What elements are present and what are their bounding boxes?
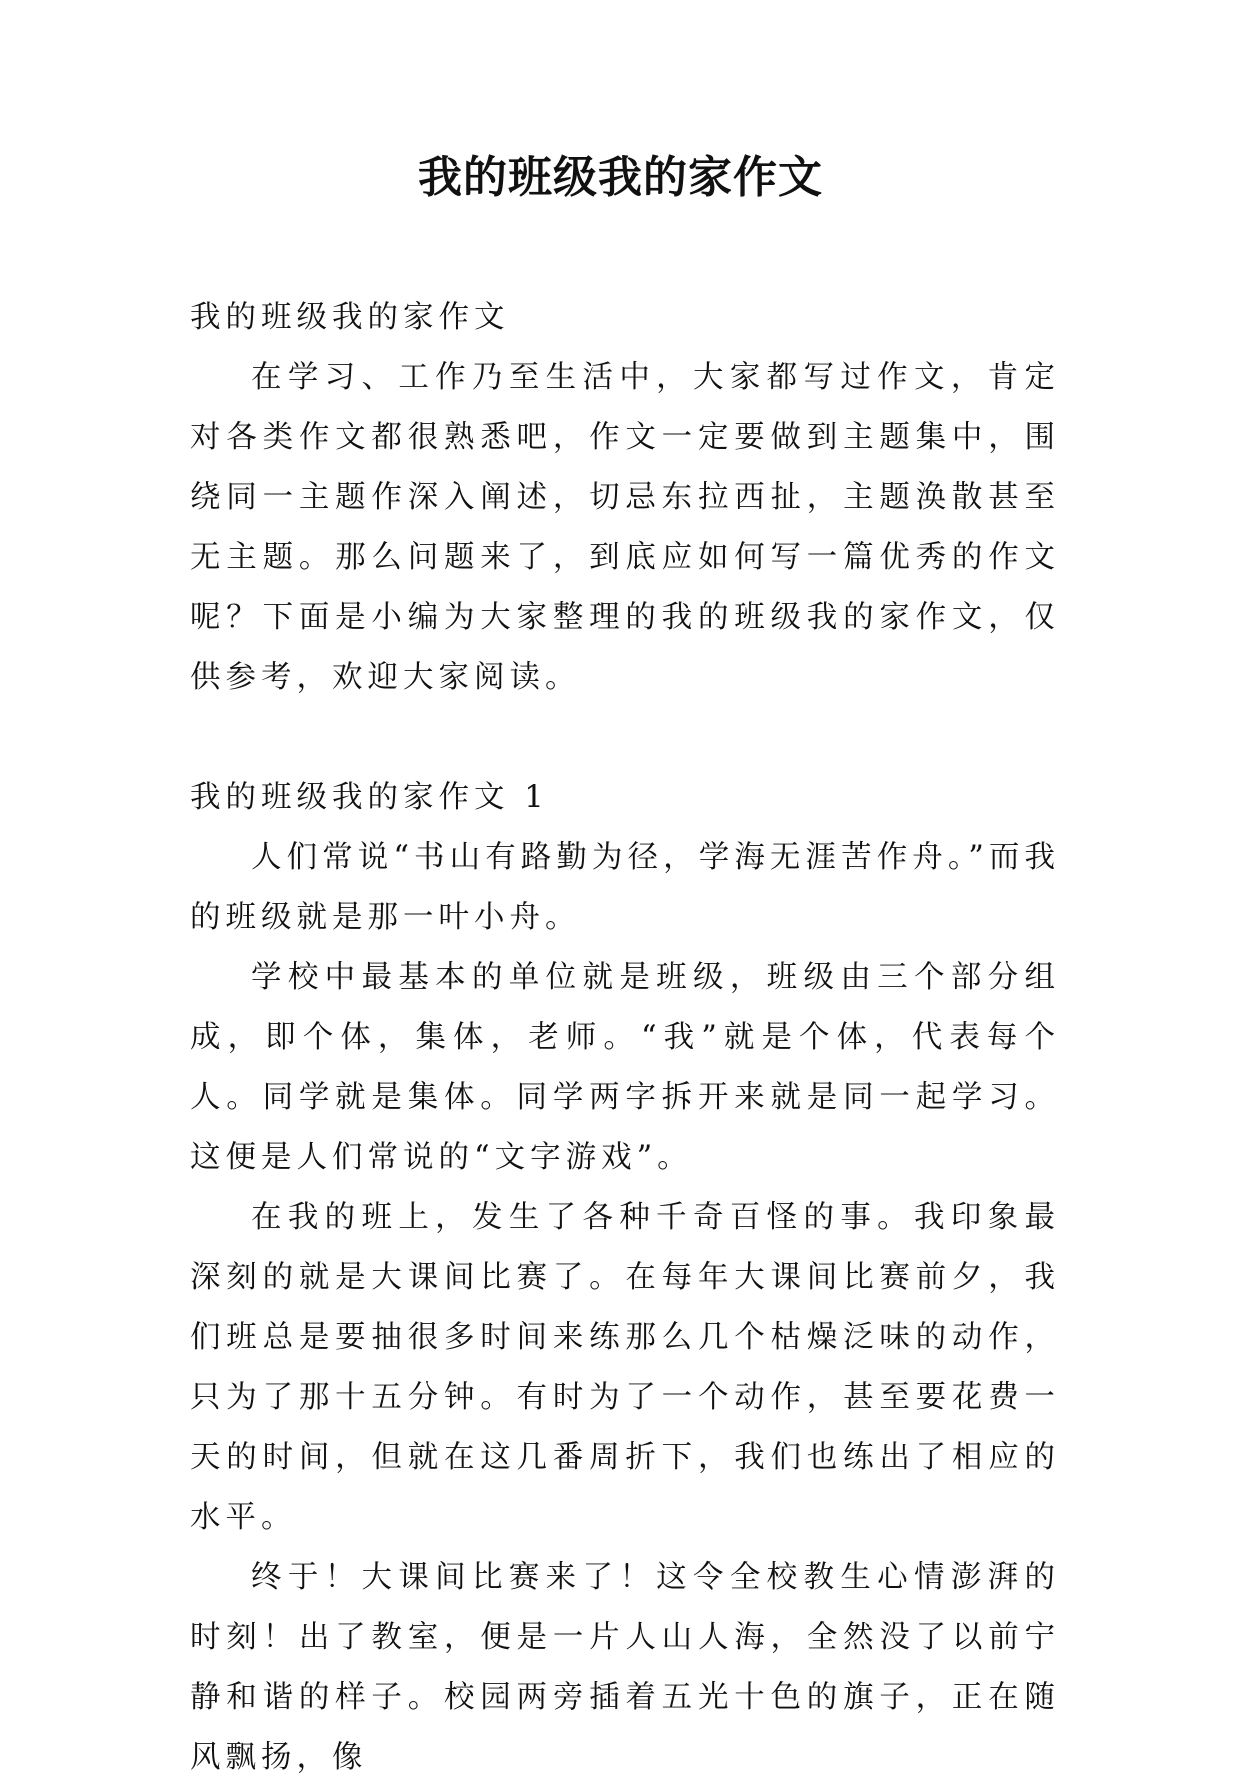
essay-paragraph: 人们常说“书山有路勤为径，学海无涯苦作舟。”而我的班级就是那一叶小舟。: [190, 840, 1060, 935]
intro-heading: 我的班级我的家作文: [190, 300, 510, 335]
essay-paragraph: 学校中最基本的单位就是班级，班级由三个部分组成，即个体，集体，老师。“我”就是个体，代表每个人。同学就是集体。同学两字拆开来就是同一起学习。这便是人们常说的“文字游戏”。: [190, 960, 1060, 1175]
essay-paragraph: 终于！大课间比赛来了！这令全校教生心情澎湃的时刻！出了教室，便是一片人山人海，全然没了以前宁静和谐的样子。校园两旁插着五光十色的旗子，正在随风飘扬，像: [190, 1560, 1060, 1775]
essay-paragraph: 在我的班上，发生了各种千奇百怪的事。我印象最深刻的就是大课间比赛了。在每年大课间比赛前夕，我们班总是要抽很多时间来练那么几个枯燥泛味的动作，只为了那十五分钟。有时为了一个动作，甚至要花费一天的时间，但就在这几番周折下，我们也练出了相应的水平。: [190, 1200, 1060, 1535]
intro-paragraph: 在学习、工作乃至生活中，大家都写过作文，肯定对各类作文都很熟悉吧，作文一定要做到主题集中，围绕同一主题作深入阐述，切忌东拉西扯，主题涣散甚至无主题。那么问题来了，到底应如何写一篇优秀的作文呢？下面是小编为大家整理的我的班级我的家作文，仅供参考，欢迎大家阅读。: [190, 360, 1060, 695]
document-body: [190, 288, 1060, 1788]
section-spacer: [190, 708, 1060, 768]
essay-heading: 我的班级我的家作文 1: [190, 780, 549, 815]
document-title: 我的班级我的家作文: [418, 152, 823, 203]
